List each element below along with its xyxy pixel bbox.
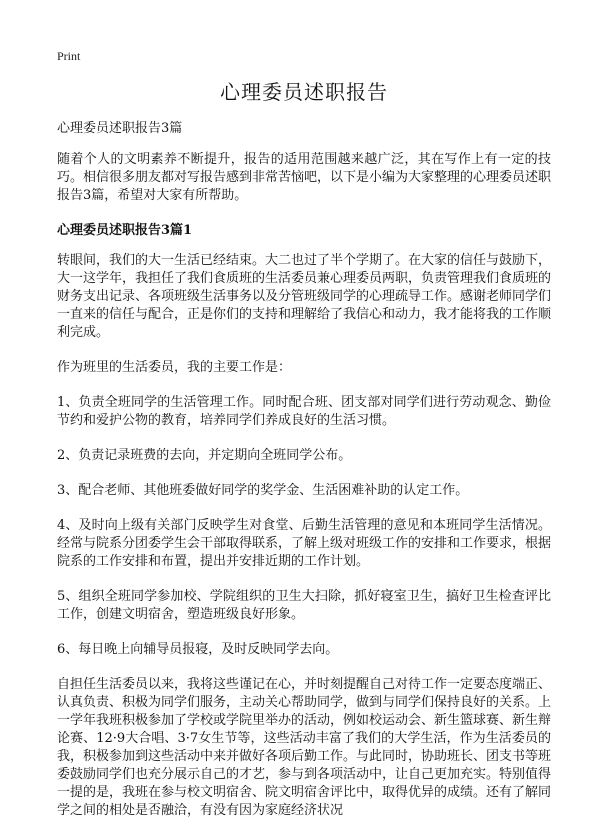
- paragraph-summary: 自担任生活委员以来，我将这些谨记在心，并时刻提醒自己对待工作一定要态度端正、认真负责、积极为同学们服务，主动关心帮助同学，做到与同学们保持良好的关系。上一学年我班积极参加了学校或学院里举办的活动，例如校运动会、新生篮球赛、新生辩论赛、12·9大合唱、3·7女生节等，这些活动丰富了我们的大学生活，作为生活委员的我，积极参加到这些活动中来并做好各项后勤工作。与此同时，协助班长、团支书等班委鼓励同学们也充分展示自己的才艺，参与到各项活动中，让自己更加充实。特别值得一提的是，我班在参与校文明宿舍、院文明宿舍评比中，取得优异的成绩。还有了解同学之间的相处是否融洽，有没有因为家庭经济状况: [57, 677, 552, 818]
- duty-item-5: 5、组织全班同学参加校、学院组织的卫生大扫除，抓好寝室卫生，搞好卫生检查评比工作，创建文明宿舍，塑造班级良好形象。: [57, 589, 551, 622]
- print-link[interactable]: Print: [57, 49, 81, 63]
- duty-item-4: 4、及时向上级有关部门反映学生对食堂、后勤生活管理的意见和本班同学生活情况。经常与院系分团委学生会干部取得联系，了解上级对班级工作的安排和工作要求，根据院系的工作安排和布置，提出并安排近期的工作计划。: [57, 518, 552, 569]
- duty-item-6: 6、每日晚上向辅导员报寝，及时反映同学去向。: [57, 642, 339, 657]
- duty-item-2: 2、负责记录班费的去向，并定期向全班同学公布。: [57, 448, 352, 463]
- intro-paragraph: 随着个人的文明素养不断提升，报告的适用范围越来越广泛，其在写作上有一定的技巧。相信很多朋友都对写报告感到非常苦恼吧，以下是小编为大家整理的心理委员述职报告3篇，希望对大家有所帮助。: [57, 152, 552, 203]
- section-heading: 心理委员述职报告3篇1: [57, 223, 193, 238]
- document-subtitle: 心理委员述职报告3篇: [57, 121, 183, 136]
- document-title: 心理委员述职报告: [220, 80, 388, 104]
- duty-item-3: 3、配合老师、其他班委做好同学的奖学金、生活困难补助的认定工作。: [57, 483, 469, 498]
- paragraph-opening: 转眼间，我们的大一生活已经结束。大二也过了半个学期了。在大家的信任与鼓励下，大一这学年，我担任了我们食质班的生活委员兼心理委员两职，负责管理我们食质班的财务支出记录、各项班级生活事务以及分管班级同学的心理疏导工作。感谢老师同学们一直来的信任与配合，正是你们的支持和理解给了我信心和动力，我才能将我的工作顺利完成。: [57, 253, 552, 340]
- document-body: [57, 120, 551, 837]
- paragraph-duties-intro: 作为班里的生活委员，我的主要工作是：: [57, 360, 292, 375]
- duty-item-1: 1、负责全班同学的生活管理工作。同时配合班、团支部对同学们进行劳动观念、勤俭节约和爱护公物的教育，培养同学们养成良好的生活习惯。: [57, 395, 551, 428]
